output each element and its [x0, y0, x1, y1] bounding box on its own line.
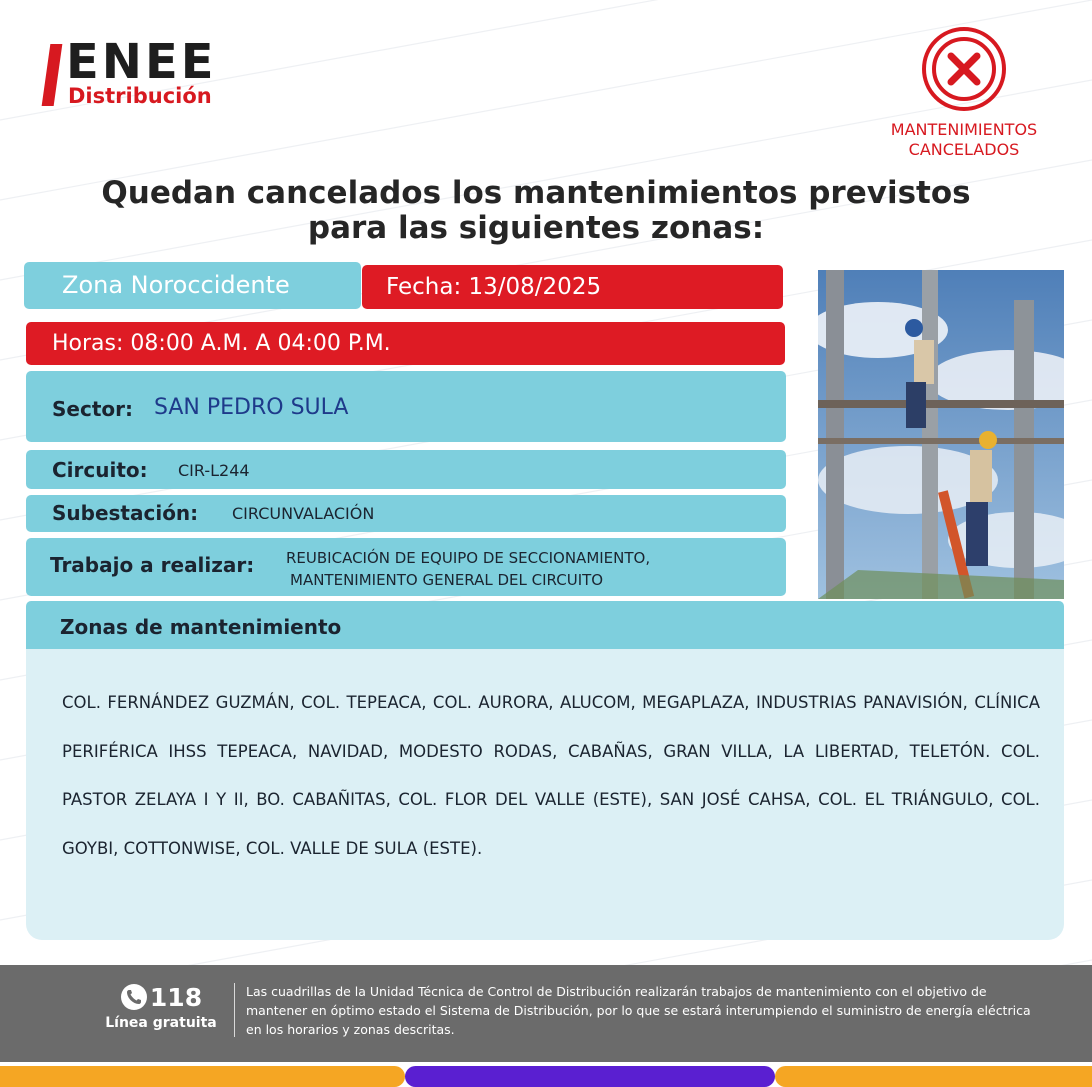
enee-logo [40, 34, 270, 112]
circuito-label: Circuito: [52, 458, 148, 482]
title-line-2: para las siguientes zonas: [307, 210, 765, 246]
subestacion-label: Subestación: [52, 501, 199, 525]
linemen-photo [818, 270, 1064, 599]
hotline [100, 983, 222, 1043]
close-circle-icon [919, 24, 1009, 114]
horas-box [26, 322, 785, 365]
hotline-label: Línea gratuita [105, 1015, 217, 1031]
badge-line-1: MANTENIMIENTOS [890, 120, 1038, 139]
trabajo-line-1: REUBICACIÓN DE EQUIPO DE SECCIONAMIENTO, [286, 549, 651, 567]
cancelled-badge [862, 24, 1066, 164]
horas-value: 08:00 A.M. A 04:00 P.M. [130, 331, 391, 356]
trabajo-line-2: MANTENIMIENTO GENERAL DEL CIRCUITO [290, 571, 604, 589]
footer-notice: Las cuadrillas de la Unidad Técnica de Control de Distribución realizarán trabajos de mantenimiento con el objetivo de mantener en óptimo estado el Sistema de Distribución, por lo que se estará interumpiendo el suministro de energía eléctrica en los horarios y zonas descritas. [246, 984, 1031, 1037]
sector-label: Sector: [52, 397, 133, 421]
fecha-box [362, 265, 783, 309]
badge-line-2: CANCELADOS [908, 140, 1020, 159]
phone-icon [120, 983, 148, 1011]
bottom-band-orange-right [775, 1066, 1092, 1087]
zonas-panel [26, 649, 1064, 940]
page-title [30, 176, 1042, 246]
bottom-band-orange-left [0, 1066, 405, 1087]
footer-divider [234, 983, 235, 1037]
zonas-header [26, 601, 1064, 649]
horas-label: Horas: [52, 331, 124, 356]
logo-wordmark: ENEE [66, 34, 217, 90]
footer [0, 965, 1092, 1062]
logo-subtitle: Distribución [68, 84, 212, 108]
zonas-list: COL. FERNÁNDEZ GUZMÁN, COL. TEPEACA, COL. AURORA, ALUCOM, MEGAPLAZA, INDUSTRIAS PANAVISIÓN, CLÍNICA PERIFÉRICA IHSS TEPEACA, NAVIDAD, MODESTO RODAS, CABAÑAS, GRAN VILLA, LA LIBERTAD, TELETÓN. COL. PASTOR ZELAYA I Y II, BO. CABAÑITAS, COL. FLOR DEL VALLE (ESTE), SAN JOSÉ CAHSA, COL. EL TRIÁNGULO, COL. GOYBI, COTTONWISE, COL. VALLE DE SULA (ESTE). [62, 693, 1040, 858]
sector-value: SAN PEDRO SULA [154, 395, 349, 420]
subestacion-value: CIRCUNVALACIÓN [232, 504, 375, 523]
trabajo-label: Trabajo a realizar: [50, 553, 255, 577]
circuito-box [26, 450, 786, 489]
subestacion-box [26, 495, 786, 532]
title-line-1: Quedan cancelados los mantenimientos previstos [101, 175, 971, 211]
hotline-number: 118 [149, 983, 203, 1012]
zona-label: Zona Noroccidente [24, 262, 361, 309]
zonas-title: Zonas de mantenimiento [60, 615, 342, 639]
trabajo-box [26, 538, 786, 596]
sector-box [26, 371, 786, 442]
logo-mark [42, 44, 63, 106]
circuito-value: CIR-L244 [178, 461, 250, 480]
fecha-label: Fecha: [386, 274, 462, 300]
bottom-band-purple [405, 1066, 775, 1087]
fecha-value: 13/08/2025 [468, 274, 602, 300]
